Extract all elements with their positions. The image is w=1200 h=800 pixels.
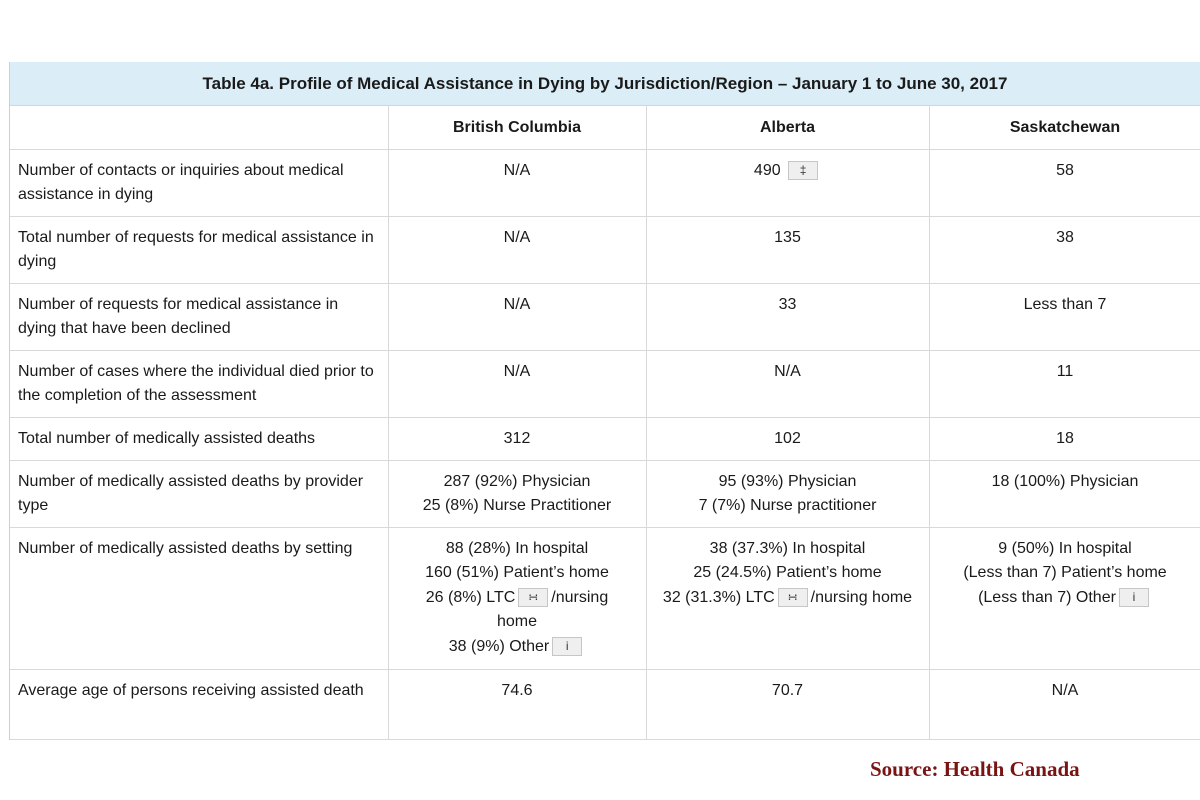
ltc-definition-icon[interactable]: ∺ <box>518 588 548 607</box>
table-row <box>10 149 1200 216</box>
cell-text: 32 (31.3%) LTC <box>662 588 775 606</box>
cell-ab: 135 <box>646 216 929 283</box>
row-label: Number of requests for medical assistance in dying that have been declined <box>10 283 388 350</box>
row-label: Number of medically assisted deaths by setting <box>10 527 388 669</box>
table-row <box>10 460 1200 527</box>
cell-line: 38 (37.3%) In hospital <box>709 539 866 557</box>
cell-ab <box>646 460 929 527</box>
cell-bc: N/A <box>388 216 646 283</box>
cell-sk: Less than 7 <box>929 283 1200 350</box>
header-alberta: Alberta <box>646 106 929 149</box>
cell-sk: 18 <box>929 417 1200 460</box>
row-label: Number of medically assisted deaths by provider type <box>10 460 388 527</box>
cell-bc <box>388 460 646 527</box>
header-british-columbia: British Columbia <box>388 106 646 149</box>
cell-line: (Less than 7) Patient’s home <box>963 564 1167 581</box>
cell-line <box>938 586 1193 611</box>
row-label: Number of contacts or inquiries about medical assistance in dying <box>10 149 388 216</box>
cell-sk <box>929 527 1200 669</box>
row-label: Total number of requests for medical assistance in dying <box>10 216 388 283</box>
info-icon[interactable]: i <box>1119 588 1149 607</box>
table-row <box>10 350 1200 417</box>
cell-ab <box>646 527 929 669</box>
cell-ab <box>646 149 929 216</box>
header-empty <box>10 106 388 149</box>
table-row <box>10 417 1200 460</box>
cell-text: /nursing home <box>810 588 913 606</box>
cell-sk: 58 <box>929 149 1200 216</box>
cell-line: 9 (50%) In hospital <box>998 539 1132 557</box>
cell-ab-value: 490 <box>753 161 781 179</box>
cell-line <box>655 586 921 611</box>
info-icon[interactable]: i <box>552 637 582 656</box>
footnote-double-dagger-icon[interactable]: ‡ <box>788 161 818 180</box>
cell-bc: 312 <box>388 417 646 460</box>
cell-bc <box>388 527 646 669</box>
cell-text: 38 (9%) Other <box>448 637 550 655</box>
cell-line: 287 (92%) Physician <box>443 472 591 490</box>
cell-bc: 74.6 <box>388 669 646 739</box>
table-row <box>10 669 1200 739</box>
cell-line: 18 (100%) Physician <box>991 472 1139 490</box>
cell-text: 26 (8%) LTC <box>425 588 516 606</box>
cell-line: home <box>496 613 538 630</box>
data-table-container <box>9 62 1200 740</box>
cell-text: (Less than 7) Other <box>978 588 1116 606</box>
table-row <box>10 527 1200 669</box>
cell-line <box>397 635 638 660</box>
cell-ab: 33 <box>646 283 929 350</box>
cell-ab: 70.7 <box>646 669 929 739</box>
header-saskatchewan: Saskatchewan <box>929 106 1200 149</box>
cell-ab: 102 <box>646 417 929 460</box>
cell-line: 95 (93%) Physician <box>718 472 857 490</box>
cell-line: 25 (8%) Nurse Practitioner <box>422 497 612 514</box>
table-row <box>10 216 1200 283</box>
cell-line: 25 (24.5%) Patient’s home <box>693 564 882 581</box>
cell-line <box>397 586 638 611</box>
cell-line: 7 (7%) Nurse practitioner <box>698 497 877 514</box>
header-row <box>10 106 1200 149</box>
cell-line: 88 (28%) In hospital <box>445 539 589 557</box>
data-table <box>10 106 1200 740</box>
cell-text: /nursing <box>551 588 609 606</box>
table-row <box>10 283 1200 350</box>
cell-sk: 38 <box>929 216 1200 283</box>
cell-bc: N/A <box>388 149 646 216</box>
cell-bc: N/A <box>388 283 646 350</box>
table-caption: Table 4a. Profile of Medical Assistance in Dying by Jurisdiction/Region – January 1 to June 30, 2017 <box>10 62 1200 106</box>
cell-ab: N/A <box>646 350 929 417</box>
cell-line: 160 (51%) Patient’s home <box>425 564 609 581</box>
cell-sk: N/A <box>929 669 1200 739</box>
cell-sk: 11 <box>929 350 1200 417</box>
cell-bc: N/A <box>388 350 646 417</box>
row-label: Average age of persons receiving assisted death <box>10 669 388 739</box>
source-credit: Source: Health Canada <box>870 757 1080 781</box>
row-label: Total number of medically assisted deaths <box>10 417 388 460</box>
ltc-definition-icon[interactable]: ∺ <box>778 588 808 607</box>
row-label: Number of cases where the individual died prior to the completion of the assessment <box>10 350 388 417</box>
cell-sk <box>929 460 1200 527</box>
